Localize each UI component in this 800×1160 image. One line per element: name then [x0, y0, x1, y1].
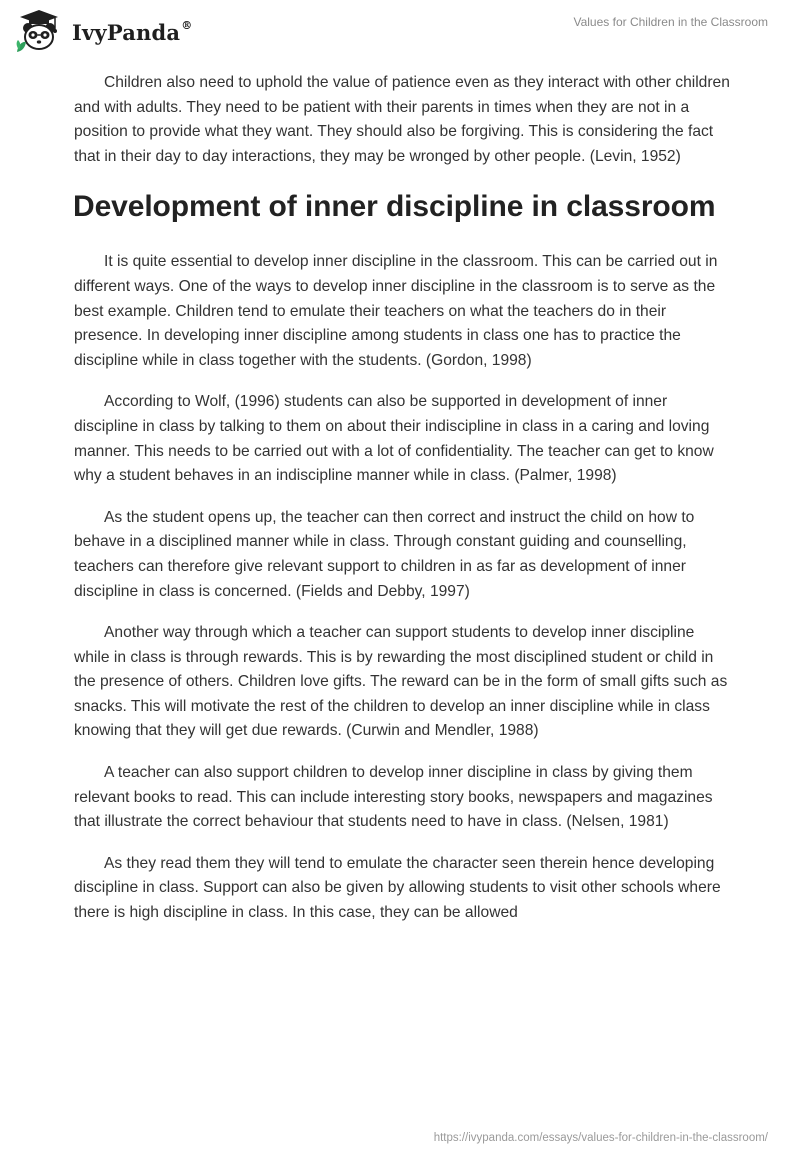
brand-name: IvyPanda®	[72, 18, 193, 45]
paragraph: Another way through which a teacher can support students to develop inner discipline while in class is through rewards. This is by rewarding the most disciplined student or child in the presence of others. Children love gifts. The reward can be in the form of small gifts such as snacks. This will motivate the rest of the children to develop an inner discipline while in class knowing that they will get due rewards. (Curwin and Mendler, 1988)	[74, 624, 728, 740]
brand-logo[interactable]	[14, 8, 192, 54]
paragraph: According to Wolf, (1996) students can also be supported in development of inner discipline in class by talking to them on about their indiscipline in class in a caring and loving manner. This needs to be carried out with a lot of confidentiality. The teacher can get to know why a student behaves in an indiscipline manner while in class. (Palmer, 1998)	[74, 393, 714, 485]
paragraph-patience: Children also need to uphold the value of patience even as they interact with other children and with adults. They need to be patient with their parents in times when they are not in a position to provide what they want. They should also be forgiving. This is considering the fact that in their day to day interactions, they may be wronged by other people. (Levin, 1952)	[74, 74, 730, 165]
registered-mark: ®	[181, 18, 193, 32]
source-url[interactable]: https://ivypanda.com/essays/values-for-children-in-the-classroom/	[433, 1132, 768, 1144]
page-header	[0, 0, 800, 60]
section-heading: Development of inner discipline in classroom	[73, 190, 716, 224]
paragraph: As they read them they will tend to emulate the character seen therein hence developing discipline in class. Support can also be given by allowing students to visit other schools where there is high discipline in class. In this case, they can be allowed	[74, 854, 721, 922]
document-title: Values for Children in the Classroom	[573, 15, 768, 29]
paragraph: A teacher can also support children to develop inner discipline in class by giving them relevant books to read. This can include interesting story books, newspapers and magazines that illustrate the correct behaviour that students need to have in class. (Nelsen, 1981)	[74, 764, 713, 831]
paragraph: As the student opens up, the teacher can then correct and instruct the child on how to behave in a disciplined manner while in class. Through constant guiding and counselling, teachers can therefore give relevant support to children in as far as development of inner discipline in class is concerned. (Fields and Debby, 1997)	[74, 508, 695, 600]
essay-body	[74, 71, 734, 943]
paragraph: It is quite essential to develop inner discipline in the classroom. This can be carried out in different ways. One of the ways to develop inner discipline in the classroom is to serve as the best example. Children tend to emulate their teachers on what the teachers do in their presence. In developing inner discipline among students in class one has to practice the discipline while in class together with the students. (Gordon, 1998)	[74, 253, 718, 369]
panda-mascot-icon	[14, 8, 64, 54]
